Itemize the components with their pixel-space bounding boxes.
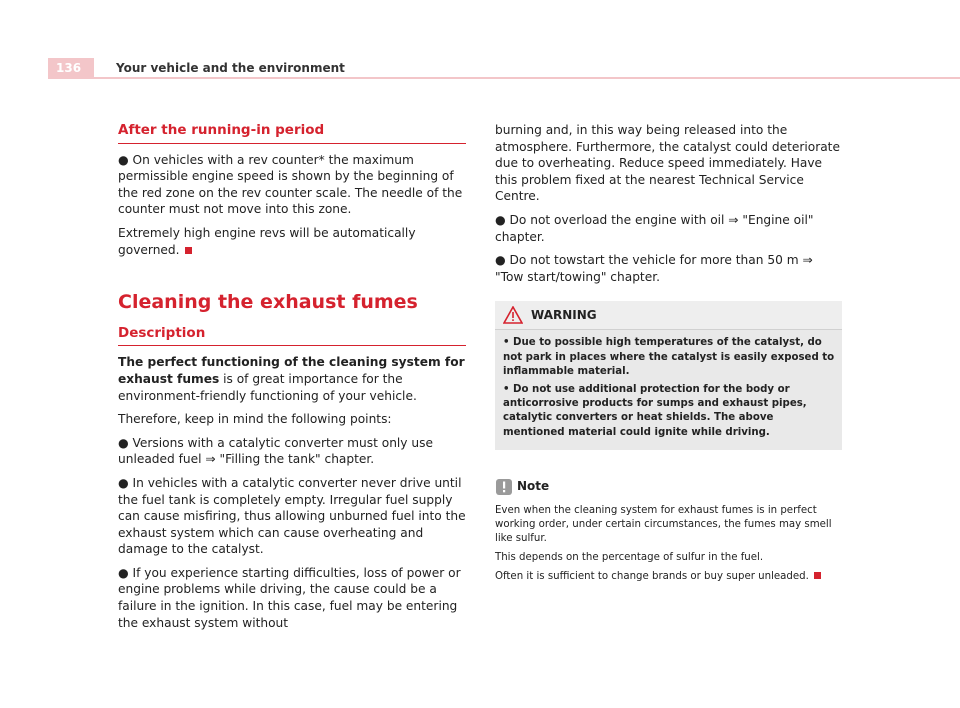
paragraph xyxy=(118,354,466,404)
warning-item: • Do not use additional protection for the body or anticorrosive products for sumps and exhaust pipes, catalytic converters or heat shields. The above mentioned material could ignite while driving. xyxy=(503,383,807,438)
paragraph: ● On vehicles with a rev counter* the maximum permissible engine speed is shown by the beginning of the red zone on the rev counter scale. The needle of the counter must not move into this zone. xyxy=(118,152,463,217)
subhead-description: Description xyxy=(118,325,466,347)
bold-lead: The perfect functioning of the cleaning system for exhaust fumes xyxy=(118,355,465,386)
section-title: Cleaning the exhaust fumes xyxy=(118,291,418,314)
note-text: Often it is sufficient to change brands or buy super unleaded. xyxy=(495,570,809,582)
note-line xyxy=(495,570,843,584)
note-info-icon xyxy=(495,478,513,496)
note-header xyxy=(495,478,843,496)
page-number: 136 xyxy=(56,61,82,75)
warning-box xyxy=(495,301,842,449)
end-of-section-icon xyxy=(185,247,192,254)
bullet-item: ● Do not overload the engine with oil ⇒ "Engine oil" chapter. xyxy=(495,212,814,244)
left-column xyxy=(118,122,466,638)
warning-item: • Due to possible high temperatures of the catalyst, do not park in places where the catalyst is easily exposed to inflammable material. xyxy=(503,337,835,377)
end-of-section-icon xyxy=(814,572,821,579)
bullet-item: ● Do not towstart the vehicle for more than 50 m ⇒ "Tow start/towing" chapter. xyxy=(495,253,813,284)
bullet-item: ● If you experience starting difficulties, loss of power or engine problems while driving, the cause could be a failure in the ignition. In this case, fuel may be entering the exhaust system without xyxy=(118,565,461,630)
warning-triangle-icon xyxy=(503,306,523,324)
note-body xyxy=(495,504,843,584)
warning-body xyxy=(495,330,842,449)
warning-header xyxy=(495,301,842,330)
paragraph-text: is of great importance for the environment-friendly functioning of your vehicle. xyxy=(118,371,417,403)
paragraph xyxy=(118,225,466,258)
warning-title: WARNING xyxy=(531,308,597,323)
bullet-item: ● Versions with a catalytic converter must only use unleaded fuel ⇒ "Filling the tank" chapter. xyxy=(118,435,433,467)
note-line: This depends on the percentage of sulfur in the fuel. xyxy=(495,551,764,563)
paragraph-text: Extremely high engine revs will be automatically governed. xyxy=(118,225,416,257)
bullet-item: ● In vehicles with a catalytic converter never drive until the fuel tank is completely empty. Irregular fuel supply can cause misfiring, thus allowing unburned fuel into the exhaust system which can cause overheating and damage to the catalyst. xyxy=(118,475,466,557)
subhead-after-running-in: After the running-in period xyxy=(118,122,466,144)
right-column xyxy=(495,122,843,589)
note-line: Even when the cleaning system for exhaust fumes is in perfect working order, under certain circumstances, the fumes may smell like sulfur. xyxy=(495,504,832,544)
paragraph: burning and, in this way being released into the atmosphere. Furthermore, the catalyst could deteriorate due to overheating. Reduce speed immediately. Have this problem fixed at the nearest Technical Service Centre. xyxy=(495,123,840,204)
paragraph: Therefore, keep in mind the following points: xyxy=(118,412,392,427)
note-section xyxy=(495,478,843,584)
header-title: Your vehicle and the environment xyxy=(116,61,345,75)
note-title: Note xyxy=(517,479,550,494)
header-rule xyxy=(48,77,960,79)
